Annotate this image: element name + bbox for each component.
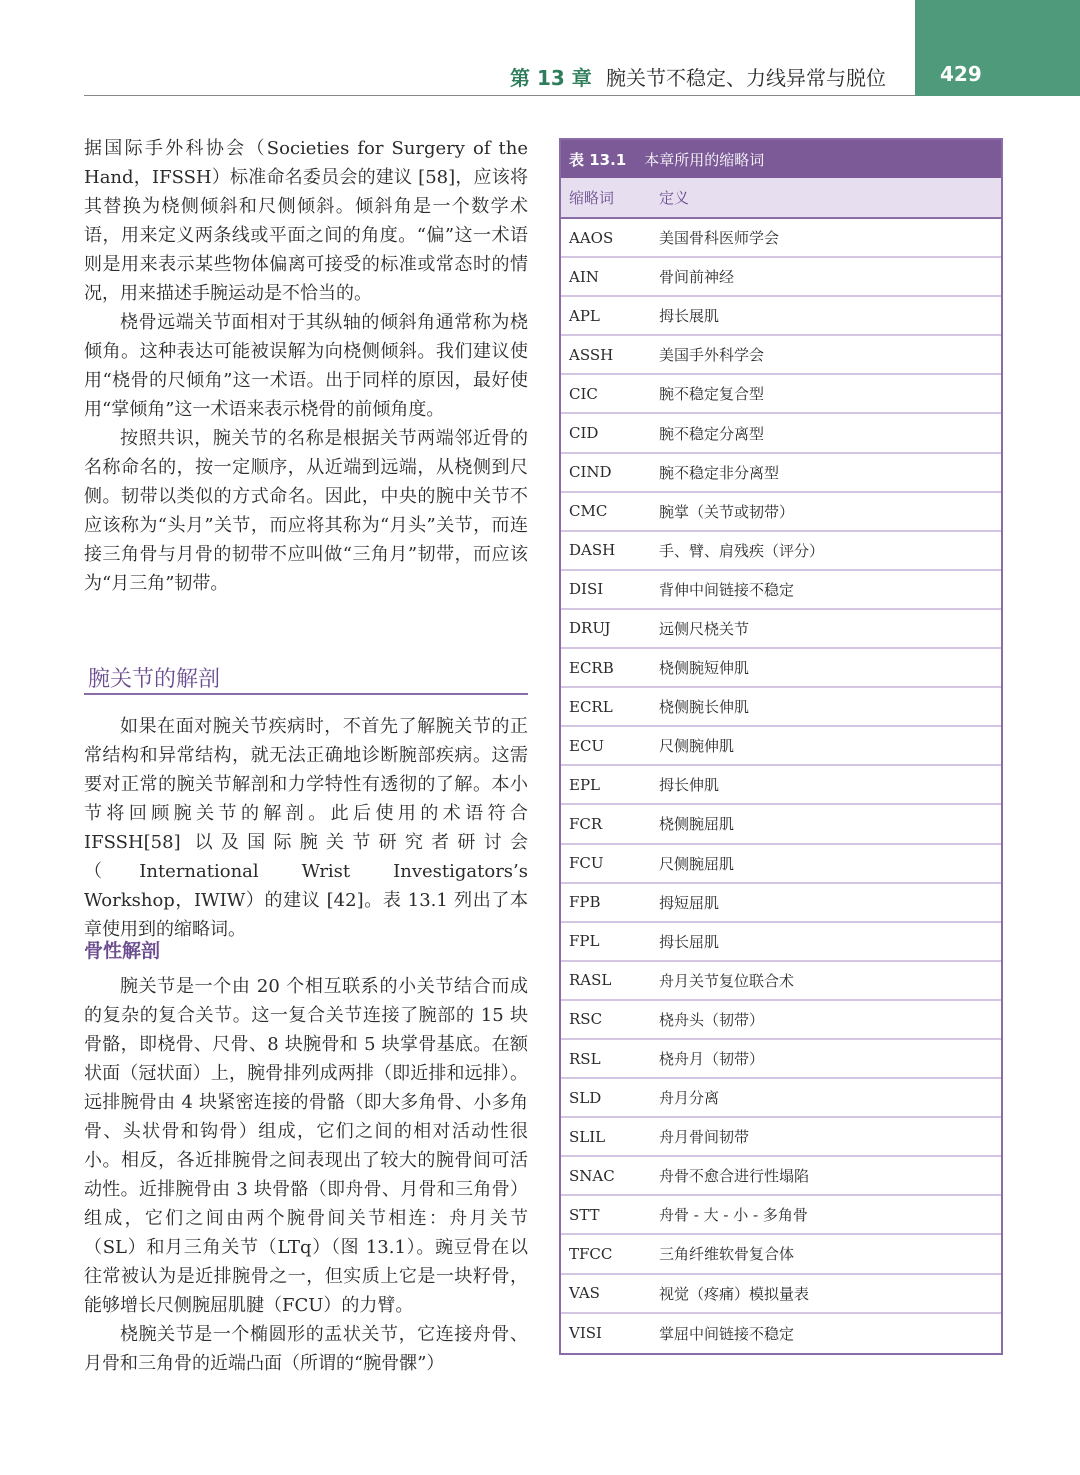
table-row — [561, 493, 1001, 532]
table-row — [561, 1157, 1001, 1196]
table-row — [561, 649, 1001, 688]
abbreviation-cell: RSC — [569, 1010, 603, 1029]
abbreviation-cell: CIND — [569, 463, 612, 482]
paragraph: 桡骨远端关节面相对于其纵轴的倾斜角通常称为桡倾角。这种表达可能被误解为向桡侧倾斜。我们建议使用“桡骨的尺倾角”这一术语。出于同样的原因，最好使用“掌倾角”这一术语来表示桡骨的前倾角度。 — [84, 312, 528, 420]
table-row — [561, 727, 1001, 766]
abbreviation-cell: ECRB — [569, 658, 614, 677]
definition-cell: 桡侧腕屈肌 — [659, 815, 735, 834]
abbreviation-cell: DASH — [569, 541, 616, 560]
definition-cell: 拇短屈肌 — [659, 893, 720, 912]
table-row — [561, 219, 1001, 258]
definition-cell: 掌屈中间链接不稳定 — [659, 1324, 795, 1343]
table-row — [561, 375, 1001, 414]
table-row — [561, 884, 1001, 923]
table-row — [561, 1275, 1001, 1314]
section-title: 腕关节的解剖 — [88, 667, 221, 692]
column-header-definition: 定义 — [659, 189, 690, 207]
table-caption-text: 本章所用的缩略词 — [644, 150, 765, 169]
table-row — [561, 532, 1001, 571]
definition-cell: 舟骨不愈合进行性塌陷 — [659, 1167, 810, 1186]
abbreviation-cell: SLD — [569, 1088, 602, 1107]
definition-cell: 手、臂、肩残疾（评分） — [659, 541, 825, 560]
paragraph: 如果在面对腕关节疾病时，不首先了解腕关节的正常结构和异常结构，就无法正确地诊断腕部疾病。这需要对正常的腕关节解剖和力学特性有透彻的了解。本小节将回顾腕关节的解剖。此后使用的术语符合 IFSSH[58] 以及国际腕关节研究者研讨会（International Wrist Investigators’s Workshop，IWIW）的建议 [42]。表 13.1 列出了本章使用到的缩略词。 — [84, 716, 528, 940]
page-number: 429 — [940, 62, 982, 86]
definition-cell: 腕不稳定非分离型 — [659, 463, 780, 482]
definition-cell: 美国骨科医师学会 — [659, 229, 780, 248]
definition-cell: 尺侧腕伸肌 — [659, 737, 735, 756]
abbreviation-cell: ASSH — [569, 345, 614, 364]
table-row — [561, 454, 1001, 493]
definition-cell: 舟月骨间韧带 — [659, 1128, 750, 1147]
paragraph: 腕关节是一个由 20 个相互联系的小关节结合而成的复杂的复合关节。这一复合关节连接了腕部的 15 块骨骼，即桡骨、尺骨、8 块腕骨和 5 块掌骨基底。在额状面（冠状面）上，腕骨排列成两排（即近排和远排）。远排腕骨由 4 块紧密连接的骨骼（即大多角骨、小多角骨、头状骨和钩骨）组成，它们之间的相对活动性很小。相反，各近排腕骨之间表现出了较大的腕骨间可活动性。近排腕骨由 3 块骨骼（即舟骨、月骨和三角骨）组成，它们之间由两个腕骨间关节相连：舟月关节（SL）和月三角关节（LTq）（图 13.1）。豌豆骨在以往常被认为是近排腕骨之一，但实质上它是一块籽骨，能够增长尺侧腕屈肌腱（FCU）的力臂。 — [84, 976, 528, 1316]
table-row — [561, 688, 1001, 727]
definition-cell: 三角纤维软骨复合体 — [659, 1245, 795, 1264]
abbreviation-cell: DRUJ — [569, 619, 611, 638]
abbreviation-cell: AAOS — [569, 228, 614, 247]
definition-cell: 拇长展肌 — [659, 307, 720, 326]
definition-cell: 腕不稳定分离型 — [659, 424, 765, 443]
definition-cell: 美国手外科学会 — [659, 346, 765, 365]
abbreviation-cell: AIN — [569, 267, 599, 286]
definition-cell: 背伸中间链接不稳定 — [659, 580, 795, 599]
abbreviation-cell: RSL — [569, 1049, 601, 1068]
definition-cell: 桡舟月（韧带） — [659, 1050, 765, 1069]
intro-text — [84, 134, 528, 598]
abbreviation-cell: VAS — [569, 1284, 600, 1303]
table-caption — [561, 140, 1001, 178]
table-row — [561, 766, 1001, 805]
abbreviation-cell: STT — [569, 1205, 600, 1224]
paragraph: 据国际手外科协会（Societies for Surgery of the Hand，IFSSH）标准命名委员会的建议 [58]，应该将其替换为桡侧倾斜和尺侧倾斜。倾斜角是一个数学术语，用来定义两条线或平面之间的角度。“偏”这一术语则是用来表示某些物体偏离可接受的标准或常态时的情况，用来描述手腕运动是不恰当的。 — [84, 138, 528, 304]
abbreviation-cell: VISI — [569, 1324, 602, 1343]
abbreviation-cell: ECU — [569, 736, 605, 755]
table-row — [561, 1196, 1001, 1235]
paragraph: 按照共识，腕关节的名称是根据关节两端邻近骨的名称命名的，按一定顺序，从近端到远端，从桡侧到尺侧。韧带以类似的方式命名。因此，中央的腕中关节不应该称为“头月”关节，而应将其称为“月头”关节，而连接三角骨与月骨的韧带不应叫做“三角月”韧带，而应该为“月三角”韧带。 — [84, 428, 528, 594]
paragraph: 桡腕关节是一个椭圆形的盂状关节，它连接舟骨、月骨和三角骨的近端凸面（所谓的“腕骨髁”） — [84, 1324, 528, 1374]
abbreviation-cell: ECRL — [569, 697, 613, 716]
header-divider — [84, 95, 915, 96]
definition-cell: 桡舟头（韧带） — [659, 1010, 765, 1029]
section-text — [84, 712, 528, 944]
abbreviation-cell: APL — [569, 306, 600, 325]
definition-cell: 拇长屈肌 — [659, 932, 720, 951]
table-row — [561, 258, 1001, 297]
table-number: 表 13.1 — [569, 150, 627, 169]
table-row — [561, 1079, 1001, 1118]
table-row — [561, 962, 1001, 1001]
subsection-title: 骨性解剖 — [84, 940, 161, 962]
table-row — [561, 1314, 1001, 1353]
definition-cell: 视觉（疼痛）模拟量表 — [659, 1284, 810, 1303]
table-row — [561, 610, 1001, 649]
definition-cell: 桡侧腕长伸肌 — [659, 698, 750, 717]
abbreviation-cell: FPB — [569, 893, 601, 912]
abbreviation-table — [559, 138, 1003, 1355]
abbreviation-cell: TFCC — [569, 1244, 613, 1263]
definition-cell: 舟月关节复位联合术 — [659, 971, 795, 990]
table-body — [561, 219, 1001, 1353]
definition-cell: 舟月分离 — [659, 1089, 720, 1108]
section-divider — [84, 693, 528, 695]
table-row — [561, 336, 1001, 375]
definition-cell: 骨间前神经 — [659, 268, 735, 287]
definition-cell: 腕掌（关节或韧带） — [659, 502, 795, 521]
abbreviation-cell: FCR — [569, 814, 603, 833]
chapter-label: 第 13 章 — [510, 66, 592, 90]
table-row — [561, 1118, 1001, 1157]
abbreviation-cell: CMC — [569, 502, 608, 521]
table-row — [561, 414, 1001, 453]
table-row — [561, 1001, 1001, 1040]
abbreviation-cell: FCU — [569, 854, 604, 873]
abbreviation-cell: EPL — [569, 775, 601, 794]
table-row — [561, 923, 1001, 962]
abbreviation-cell: SLIL — [569, 1127, 606, 1146]
table-row — [561, 805, 1001, 844]
definition-cell: 尺侧腕屈肌 — [659, 854, 735, 873]
table-header-row — [561, 178, 1001, 219]
subsection-text — [84, 972, 528, 1378]
table-row — [561, 297, 1001, 336]
definition-cell: 桡侧腕短伸肌 — [659, 659, 750, 678]
table-row — [561, 1235, 1001, 1274]
chapter-title: 腕关节不稳定、力线异常与脱位 — [606, 66, 886, 90]
table-row — [561, 845, 1001, 884]
definition-cell: 远侧尺桡关节 — [659, 619, 750, 638]
definition-cell: 舟骨 - 大 - 小 - 多角骨 — [659, 1206, 808, 1225]
abbreviation-cell: CID — [569, 424, 599, 443]
table-row — [561, 571, 1001, 610]
abbreviation-cell: FPL — [569, 932, 600, 951]
table-row — [561, 1040, 1001, 1079]
column-header-abbr: 缩略词 — [569, 189, 615, 207]
abbreviation-cell: SNAC — [569, 1166, 615, 1185]
definition-cell: 腕不稳定复合型 — [659, 385, 765, 404]
abbreviation-cell: RASL — [569, 971, 612, 990]
abbreviation-cell: DISI — [569, 580, 604, 599]
abbreviation-cell: CIC — [569, 384, 598, 403]
definition-cell: 拇长伸肌 — [659, 776, 720, 795]
